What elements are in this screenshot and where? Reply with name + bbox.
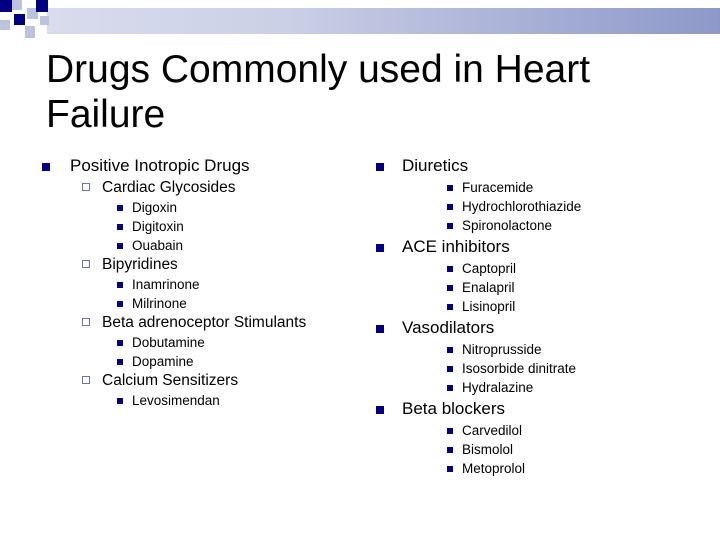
square-bullet-icon <box>447 185 453 191</box>
list-item-label: Enalapril <box>462 280 515 295</box>
list-item-level3 <box>372 340 712 359</box>
list-item-level2 <box>40 371 360 391</box>
list-item-label: Vasodilators <box>402 318 495 337</box>
square-bullet-icon <box>376 244 384 252</box>
list-item-level3 <box>372 359 712 378</box>
slide-title: Drugs Commonly used in Heart Failure <box>46 48 591 136</box>
header-bar <box>47 8 720 34</box>
list-item-label: Diuretics <box>402 156 469 175</box>
square-bullet-icon <box>447 447 453 453</box>
decor-square <box>25 26 35 38</box>
list-item-label: Inamrinone <box>132 277 200 292</box>
list-item-label: Isosorbide dinitrate <box>462 361 577 376</box>
square-bullet-icon <box>117 301 123 307</box>
list-item-label: Beta blockers <box>402 399 505 418</box>
square-bullet-icon <box>376 163 384 171</box>
list-item-label: Calcium Sensitizers <box>102 372 239 389</box>
square-bullet-icon <box>447 266 453 272</box>
list-item-level3 <box>40 391 360 410</box>
decor-square <box>0 0 12 12</box>
right-column <box>372 156 712 478</box>
square-bullet-icon <box>42 163 50 171</box>
list-item-level3 <box>372 440 712 459</box>
square-bullet-icon <box>447 223 453 229</box>
list-item-label: Nitroprusside <box>462 342 542 357</box>
square-bullet-icon <box>117 205 123 211</box>
left-column <box>40 156 360 410</box>
list-item-level3 <box>40 198 360 217</box>
square-bullet-icon <box>447 428 453 434</box>
list-item-label: Positive Inotropic Drugs <box>70 156 250 175</box>
hollow-square-bullet-icon <box>82 318 90 326</box>
square-bullet-icon <box>117 243 123 249</box>
list-item-label: Carvedilol <box>462 423 523 438</box>
list-item-level3 <box>372 297 712 316</box>
list-item-level3 <box>40 217 360 236</box>
decor-square <box>12 0 22 10</box>
list-item-level3 <box>372 178 712 197</box>
list-item-level3 <box>372 259 712 278</box>
list-item-label: Ouabain <box>132 238 184 253</box>
list-item-level1 <box>40 156 360 178</box>
list-item-label: Milrinone <box>132 296 187 311</box>
list-item-level2 <box>40 313 360 333</box>
decor-square <box>14 14 25 25</box>
square-bullet-icon <box>447 347 453 353</box>
square-bullet-icon <box>447 366 453 372</box>
square-bullet-icon <box>447 385 453 391</box>
list-item-label: Levosimendan <box>132 393 220 408</box>
list-item-level3 <box>40 333 360 352</box>
list-item-level1 <box>372 318 712 340</box>
list-item-level2 <box>40 255 360 275</box>
list-item-label: Bipyridines <box>102 256 178 273</box>
list-item-label: Beta adrenoceptor Stimulants <box>102 314 307 331</box>
square-bullet-icon <box>447 304 453 310</box>
square-bullet-icon <box>376 406 384 414</box>
square-bullet-icon <box>376 325 384 333</box>
square-bullet-icon <box>117 340 123 346</box>
square-bullet-icon <box>447 466 453 472</box>
decor-square <box>0 20 10 30</box>
list-item-label: Cardiac Glycosides <box>102 179 236 196</box>
decor-square <box>40 16 49 25</box>
decor-square <box>36 0 48 12</box>
list-item-label: Dobutamine <box>132 335 205 350</box>
list-item-level3 <box>372 421 712 440</box>
list-item-label: Digitoxin <box>132 219 184 234</box>
square-bullet-icon <box>117 398 123 404</box>
list-item-label: Digoxin <box>132 200 178 215</box>
hollow-square-bullet-icon <box>82 376 90 384</box>
list-item-level1 <box>372 399 712 421</box>
list-item-label: Spironolactone <box>462 218 553 233</box>
square-bullet-icon <box>447 285 453 291</box>
list-item-label: Lisinopril <box>462 299 516 314</box>
list-item-level3 <box>40 294 360 313</box>
list-item-label: Dopamine <box>132 354 194 369</box>
list-item-label: Metoprolol <box>462 461 526 476</box>
list-item-label: Furacemide <box>462 180 534 195</box>
list-item-level3 <box>40 352 360 371</box>
square-bullet-icon <box>117 359 123 365</box>
hollow-square-bullet-icon <box>82 260 90 268</box>
list-item-level2 <box>40 178 360 198</box>
list-item-level3 <box>40 236 360 255</box>
list-item-label: Captopril <box>462 261 517 276</box>
square-bullet-icon <box>117 282 123 288</box>
list-item-level3 <box>372 216 712 235</box>
list-item-label: Hydralazine <box>462 380 534 395</box>
list-item-level3 <box>372 378 712 397</box>
list-item-level3 <box>372 278 712 297</box>
square-bullet-icon <box>447 204 453 210</box>
list-item-level1 <box>372 237 712 259</box>
list-item-level1 <box>372 156 712 178</box>
list-item-level3 <box>372 197 712 216</box>
list-item-label: Bismolol <box>462 442 514 457</box>
list-item-label: Hydrochlorothiazide <box>462 199 582 214</box>
hollow-square-bullet-icon <box>82 183 90 191</box>
list-item-level3 <box>40 275 360 294</box>
list-item-label: ACE inhibitors <box>402 237 510 256</box>
list-item-level3 <box>372 459 712 478</box>
square-bullet-icon <box>117 224 123 230</box>
